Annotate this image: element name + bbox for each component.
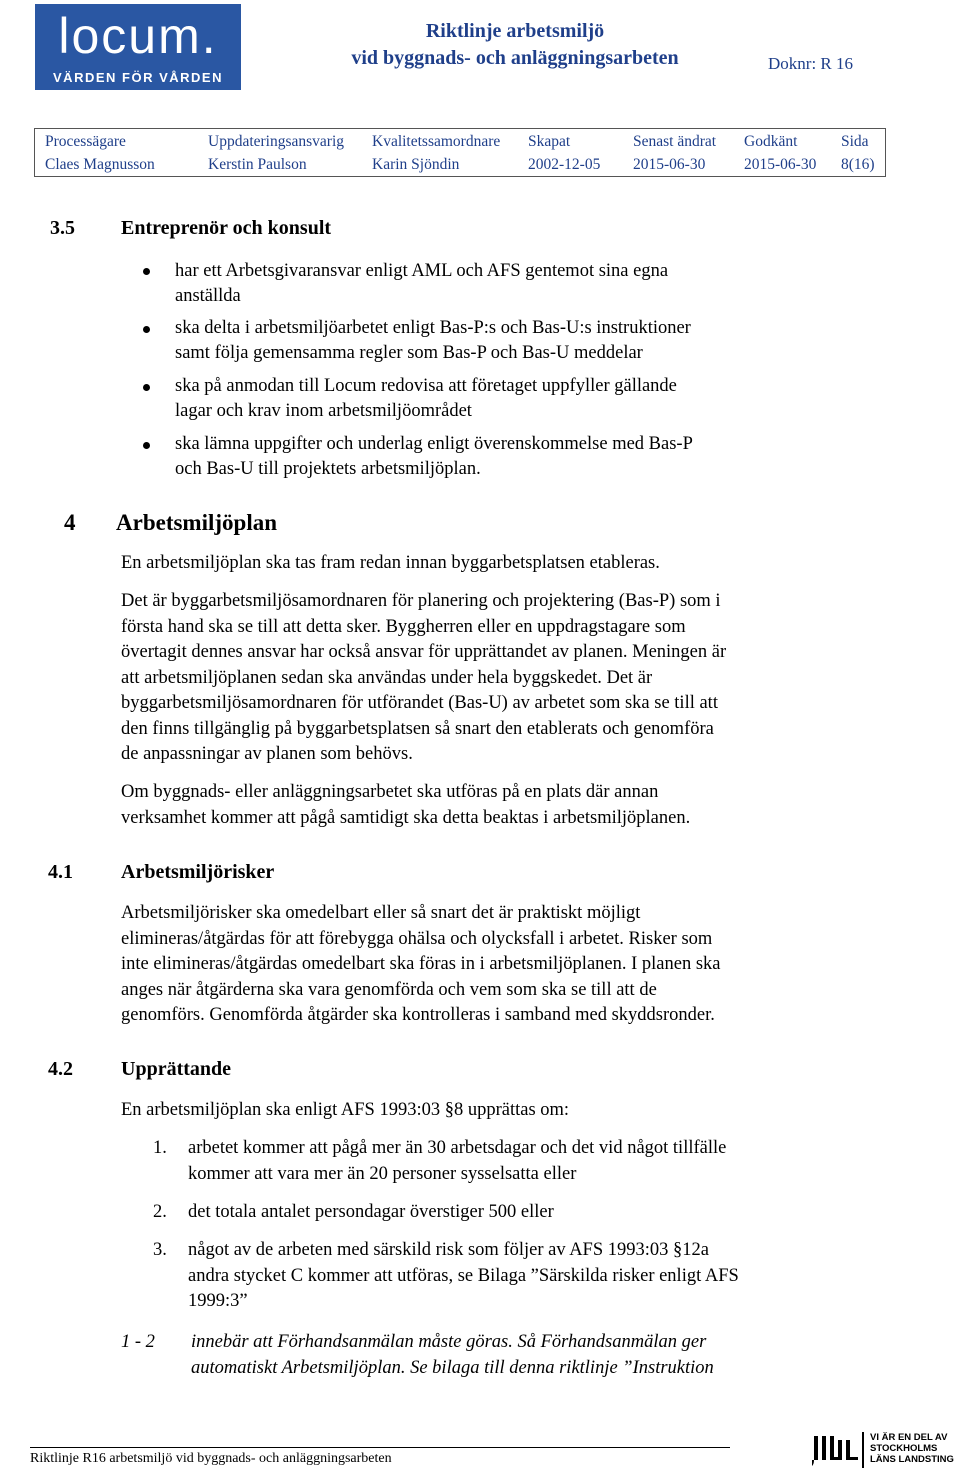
note-text [191, 1330, 714, 1381]
bullet-3-line-1: ska på anmodan till Locum redovisa att företaget uppfyller gällande [175, 376, 677, 396]
meta-value-updater: Kerstin Paulson [208, 156, 307, 173]
section-4-title: Arbetsmiljöplan [116, 510, 277, 535]
paragraph-line: verksamhet kommer att pågå samtidigt ska detta beaktas i arbetsmiljöplanen. [121, 807, 691, 828]
sll-logo [812, 1430, 960, 1470]
section-4-2-title: Upprättande [121, 1058, 232, 1080]
paragraph-line: Arbetsmiljörisker ska omedelbart eller så snart det är praktiskt möjligt [121, 903, 641, 923]
meta-value-page: 8(16) [841, 156, 875, 173]
logo-tagline: VÄRDEN FÖR VÅRDEN [53, 70, 223, 85]
bullet-1-line-1: har ett Arbetsgivaransvar enligt AML och AFS gentemot sina egna [175, 261, 669, 281]
paragraph-line: elimineras/åtgärdas för att förebygga ohälsa och olycksfall i arbetet. Risker som [121, 928, 713, 949]
list-item-line: 1999:3” [188, 1291, 248, 1311]
note-number: 1 - 2 [121, 1332, 155, 1352]
title-line-1: Riktlinje arbetsmiljö [425, 20, 605, 42]
locum-logo [35, 4, 241, 90]
paragraph-line: de anpassningar av planen som behövs. [121, 744, 413, 764]
list-item-line: något av de arbeten med särskild risk som följer av AFS 1993:03 §12a [188, 1240, 709, 1260]
list-item-1-number: 1. [153, 1138, 167, 1158]
section-4-number: 4 [64, 510, 76, 535]
meta-value-created: 2002-12-05 [528, 156, 601, 173]
list-item-line: andra stycket C kommer att utföras, se Bilaga ”Särskilda risker enligt AFS [188, 1265, 739, 1286]
meta-label-updater: Uppdateringsansvarig [208, 133, 345, 150]
list-item-3 [188, 1238, 739, 1315]
list-item-2 [188, 1200, 554, 1226]
bullet-4-line-2: och Bas-U till projektets arbetsmiljöplan. [175, 459, 481, 479]
document-meta-table [34, 128, 886, 177]
sll-line-2: STOCKHOLMS [870, 1443, 938, 1454]
section-4-paragraph-3 [121, 780, 690, 831]
list-item-3-number: 3. [153, 1240, 167, 1260]
bullet-3-line-2: lagar och krav inom arbetsmiljöområdet [175, 401, 472, 421]
meta-label-coordinator: Kvalitetssamordnare [372, 133, 501, 150]
section-4-2-number: 4.2 [48, 1058, 73, 1080]
meta-value-owner: Claes Magnusson [45, 156, 155, 173]
footer-divider [30, 1447, 730, 1448]
bullet-1-line-2: anställda [175, 286, 241, 306]
list-item-line: kommer att vara mer än 20 personer sysselsatta eller [188, 1163, 577, 1184]
meta-label-owner: Processägare [45, 133, 126, 150]
section-4-paragraph-2 [121, 589, 726, 768]
paragraph-line: Det är byggarbetsmiljösamordnaren för planering och projektering (Bas-P) som i [121, 591, 721, 611]
section-3-5-title: Entreprenör och konsult [121, 217, 332, 239]
paragraph-line: byggarbetsmiljösamordnaren för utförandet (Bas-U) av arbetet som ska se till att [121, 693, 718, 713]
footer-text: Riktlinje R16 arbetsmiljö vid byggnads- och anläggningsarbeten [30, 1451, 392, 1466]
paragraph-line: övertagit dennes ansvar har också ansvar för upprättandet av planen. Meningen är [121, 642, 727, 662]
meta-label-page: Sida [841, 133, 869, 150]
meta-label-created: Skapat [528, 133, 571, 150]
paragraph-line: att arbetsmiljöplanen sedan ska användas under hela byggskedet. Det är [121, 667, 653, 688]
section-4-paragraph-1: En arbetsmiljöplan ska tas fram redan innan byggarbetsplatsen etableras. [121, 553, 660, 573]
document-number: Doknr: R 16 [768, 54, 853, 73]
bullet-4-line-1: ska lämna uppgifter och underlag enligt överenskommelse med Bas-P [175, 434, 693, 454]
list-item-line: arbetet kommer att pågå mer än 30 arbetsdagar och det vid något tillfälle [188, 1138, 727, 1158]
paragraph-line: anges när åtgärderna ska vara genomförda och vem som ska se till att de [121, 979, 657, 1000]
meta-label-modified: Senast ändrat [633, 133, 717, 150]
section-3-5-number: 3.5 [50, 217, 75, 239]
sll-line-1: VI ÄR EN DEL AV [870, 1432, 948, 1443]
paragraph-line: inte elimineras/åtgärdas omedelbart ska föras in i arbetsmiljöplanen. I planen ska [121, 954, 721, 974]
section-4-2-intro: En arbetsmiljöplan ska enligt AFS 1993:03 §8 upprättas om: [121, 1100, 570, 1120]
bullet-2-line-2: samt följa gemensamma regler som Bas-P och Bas-U meddelar [175, 343, 643, 363]
sll-line-3: LÄNS LANDSTING [870, 1454, 954, 1465]
meta-label-approved: Godkänt [744, 133, 798, 150]
note-line: automatiskt Arbetsmiljöplan. Se bilaga till denna riktlinje ”Instruktion [191, 1357, 714, 1378]
bullet-dot [143, 326, 150, 333]
paragraph-line: första hand ska se till att detta sker. Byggherren eller en uppdragstagare som [121, 616, 686, 637]
list-item-1 [188, 1136, 726, 1187]
section-4-1-number: 4.1 [48, 861, 73, 883]
note-line: innebär att Förhandsanmälan måste göras. Så Förhandsanmälan ger [191, 1332, 707, 1352]
title-line-2: vid byggnads- och anläggningsarbeten [351, 47, 679, 69]
paragraph-line: genomförs. Genomförda åtgärder ska kontrolleras i samband med skyddsronder. [121, 1005, 715, 1025]
meta-value-approved: 2015-06-30 [744, 156, 817, 173]
logo-wordmark: locum. [58, 8, 218, 64]
bullet-dot [143, 442, 150, 449]
bullet-dot [143, 268, 150, 275]
list-item-line: det totala antalet persondagar överstiger 500 eller [188, 1202, 554, 1222]
document-title [300, 18, 730, 72]
paragraph-line: den finns tillgänglig på byggarbetsplatsen så snart den etablerats och genomföra [121, 718, 714, 739]
section-4-1-title: Arbetsmiljörisker [121, 861, 275, 883]
meta-value-modified: 2015-06-30 [633, 156, 706, 173]
list-item-2-number: 2. [153, 1202, 167, 1222]
section-4-1-paragraph [121, 901, 721, 1029]
bullet-2-line-1: ska delta i arbetsmiljöarbetet enligt Bas-P:s och Bas-U:s instruktioner [175, 318, 691, 338]
bullet-dot [143, 384, 150, 391]
paragraph-line: Om byggnads- eller anläggningsarbetet ska utföras på en plats där annan [121, 782, 659, 802]
meta-value-coordinator: Karin Sjöndin [372, 156, 460, 173]
